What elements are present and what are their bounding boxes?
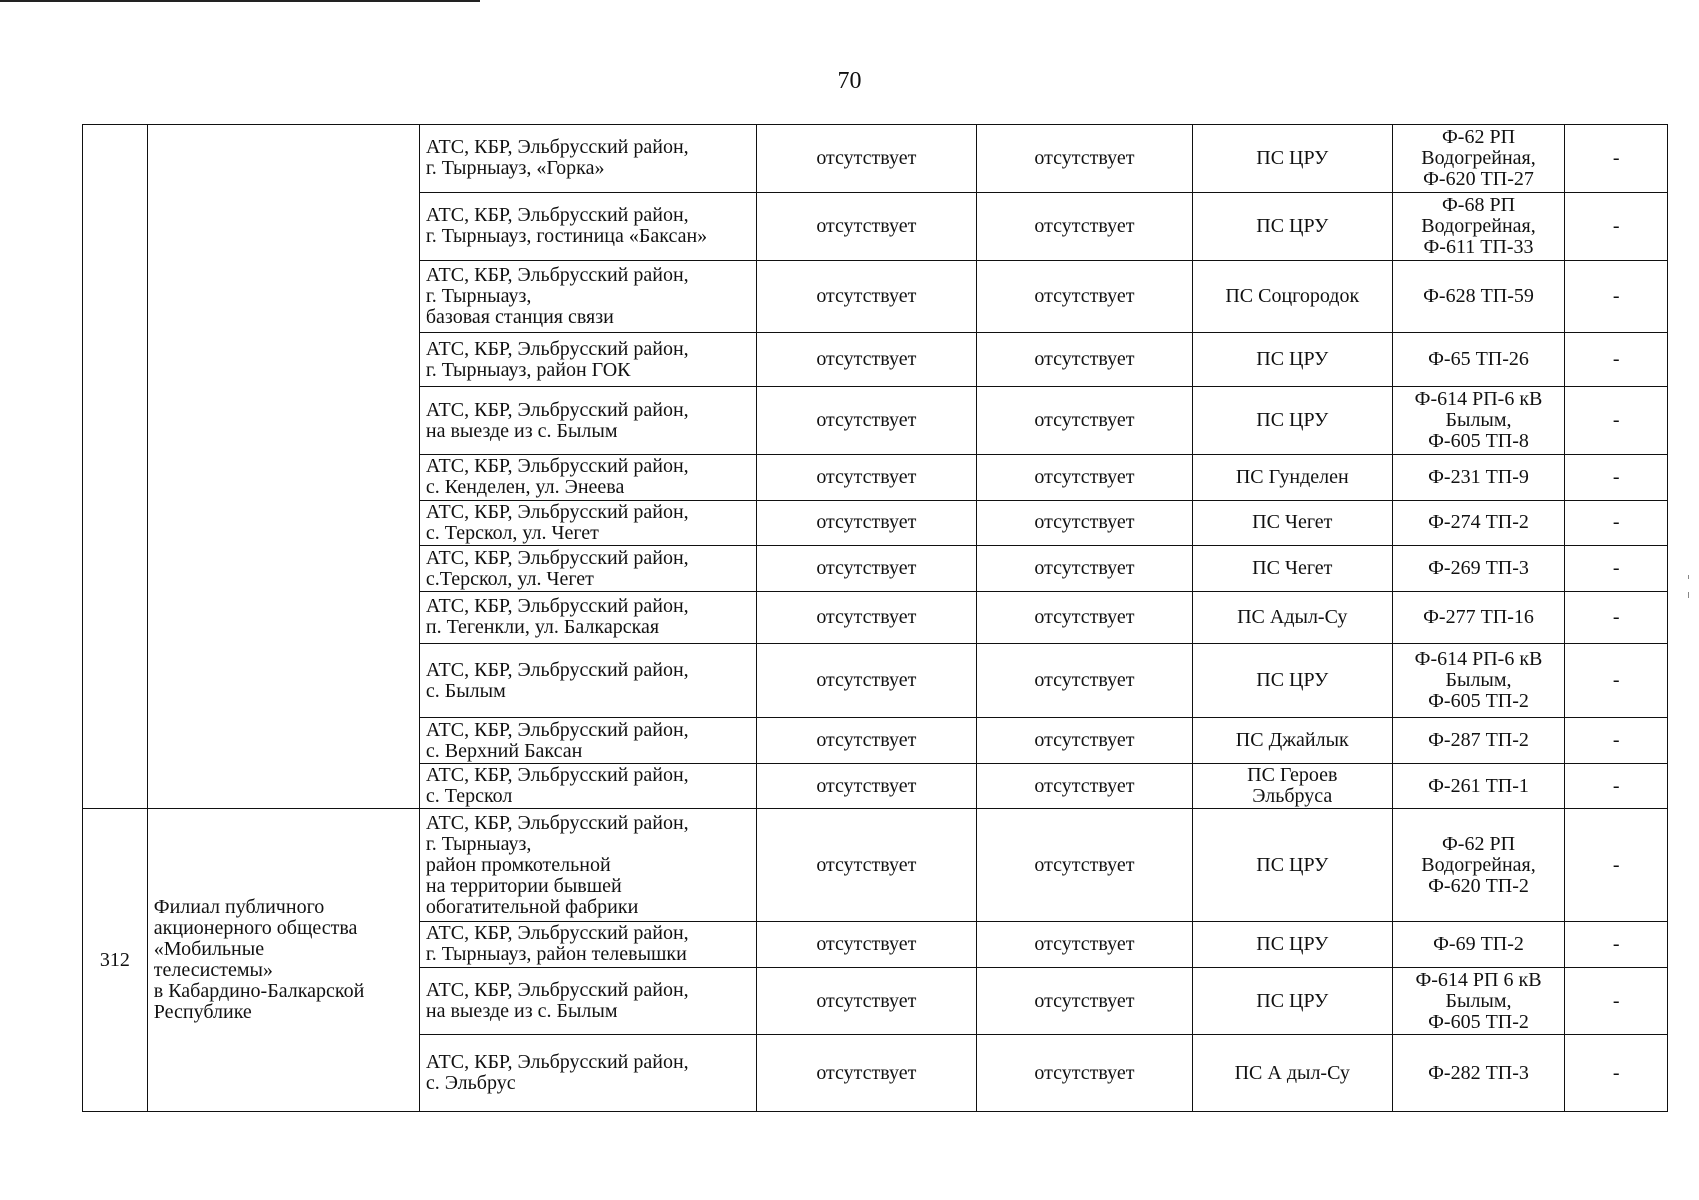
data-table xyxy=(82,124,1668,1112)
status-cell: отсутствует xyxy=(756,809,976,921)
row-number: 312 xyxy=(99,948,130,971)
dash-cell: - xyxy=(1565,643,1668,717)
page-number: 70 xyxy=(837,68,862,94)
cell-text-line: Ф-269 ТП-3 xyxy=(1428,557,1529,580)
cell-text-line: АТС, КБР, Эльбрусский район, xyxy=(425,764,689,787)
status-cell: отсутствует xyxy=(756,591,976,643)
substation-cell xyxy=(1192,1035,1392,1112)
feeder-cell xyxy=(1392,718,1565,764)
substation-cell xyxy=(1192,809,1392,921)
substation-cell xyxy=(1192,192,1392,260)
cell-text-line: Ф-62 РП xyxy=(1442,125,1516,148)
status-cell: отсутствует xyxy=(756,260,976,332)
cell-text-line: Ф-68 РП xyxy=(1442,193,1516,216)
status-cell: отсутствует xyxy=(976,546,1192,592)
substation-cell xyxy=(1192,643,1392,717)
feeder-cell xyxy=(1392,921,1565,967)
row-number-cell xyxy=(83,809,148,1112)
status-cell: отсутствует xyxy=(976,921,1192,967)
address-cell xyxy=(419,643,756,717)
feeder-cell xyxy=(1392,260,1565,332)
cell-text-line: Водогрейная, xyxy=(1421,146,1536,169)
substation-cell xyxy=(1192,967,1392,1035)
cell-text-line: с.Терскол, ул. Чегет xyxy=(425,567,594,590)
cell-text-line: Ф-620 ТП-27 xyxy=(1423,167,1534,190)
feeder-cell xyxy=(1392,763,1565,809)
dash-cell: - xyxy=(1565,455,1668,501)
cell-text-line: с. Терскол, ул. Чегет xyxy=(425,521,599,544)
status-cell: отсутствует xyxy=(756,718,976,764)
margin-mark xyxy=(1688,575,1689,579)
cell-text-line: ПС Чегет xyxy=(1252,511,1333,534)
substation-cell xyxy=(1192,763,1392,809)
cell-text-line: на выезде из с. Былым xyxy=(425,1000,618,1023)
cell-text-line: телесистемы» xyxy=(153,959,273,982)
status-cell: отсутствует xyxy=(756,455,976,501)
status-cell: отсутствует xyxy=(756,1035,976,1112)
status-cell: отсутствует xyxy=(976,763,1192,809)
cell-text-line: г. Тырныауз, xyxy=(425,832,532,855)
cell-text-line: Водогрейная, xyxy=(1421,214,1536,237)
cell-text-line: АТС, КБР, Эльбрусский район, xyxy=(425,811,689,834)
feeder-cell xyxy=(1392,967,1565,1035)
cell-text-line: АТС, КБР, Эльбрусский район, xyxy=(425,398,689,421)
cell-text-line: Ф-69 ТП-2 xyxy=(1433,932,1524,955)
cell-text-line: Ф-62 РП xyxy=(1442,832,1516,855)
cell-text-line: АТС, КБР, Эльбрусский район, xyxy=(425,595,689,618)
dash-cell: - xyxy=(1565,591,1668,643)
status-cell: отсутствует xyxy=(976,333,1192,387)
cell-text-line: обогатительной фабрики xyxy=(425,895,639,918)
cell-text-line: Филиал публичного xyxy=(153,896,325,919)
status-cell: отсутствует xyxy=(756,921,976,967)
status-cell: отсутствует xyxy=(976,1035,1192,1112)
status-cell: отсутствует xyxy=(976,500,1192,546)
cell-text-line: на выезде из с. Былым xyxy=(425,419,618,442)
substation-cell xyxy=(1192,718,1392,764)
substation-cell xyxy=(1192,333,1392,387)
cell-text-line: Ф-614 РП 6 кВ xyxy=(1415,968,1542,991)
cell-text-line: с. Былым xyxy=(425,679,506,702)
margin-mark xyxy=(1688,592,1689,598)
dash-cell: - xyxy=(1565,333,1668,387)
status-cell: отсутствует xyxy=(976,260,1192,332)
status-cell: отсутствует xyxy=(756,500,976,546)
table-row xyxy=(83,125,1668,193)
cell-text-line: ПС Чегет xyxy=(1252,557,1333,580)
cell-text-line: АТС, КБР, Эльбрусский район, xyxy=(425,500,689,523)
feeder-cell xyxy=(1392,125,1565,193)
address-cell xyxy=(419,192,756,260)
cell-text-line: АТС, КБР, Эльбрусский район, xyxy=(425,204,689,227)
substation-cell xyxy=(1192,591,1392,643)
status-cell: отсутствует xyxy=(756,546,976,592)
cell-text-line: с. Эльбрус xyxy=(425,1072,516,1095)
cell-text-line: ПС ЦРУ xyxy=(1256,348,1329,371)
dash-cell: - xyxy=(1565,809,1668,921)
scan-edge-line xyxy=(0,0,480,2)
feeder-cell xyxy=(1392,591,1565,643)
feeder-cell xyxy=(1392,387,1565,455)
feeder-cell xyxy=(1392,1035,1565,1112)
dash-cell: - xyxy=(1565,1035,1668,1112)
dash-cell: - xyxy=(1565,260,1668,332)
cell-text-line: ПС ЦРУ xyxy=(1256,669,1329,692)
cell-text-line: Ф-605 ТП-2 xyxy=(1428,1010,1529,1033)
table-body xyxy=(83,125,1668,1112)
substation-cell xyxy=(1192,921,1392,967)
address-cell xyxy=(419,921,756,967)
cell-text-line: Ф-282 ТП-3 xyxy=(1428,1061,1529,1084)
address-cell xyxy=(419,809,756,921)
status-cell: отсутствует xyxy=(756,387,976,455)
dash-cell: - xyxy=(1565,125,1668,193)
substation-cell xyxy=(1192,455,1392,501)
cell-text-line: Былым, xyxy=(1445,409,1512,432)
cell-text-line: АТС, КБР, Эльбрусский район, xyxy=(425,1051,689,1074)
address-cell xyxy=(419,546,756,592)
cell-text-line: Ф-274 ТП-2 xyxy=(1428,511,1529,534)
feeder-cell xyxy=(1392,455,1565,501)
cell-text-line: Эльбруса xyxy=(1252,785,1333,808)
feeder-cell xyxy=(1392,333,1565,387)
substation-cell xyxy=(1192,500,1392,546)
cell-text-line: Ф-277 ТП-16 xyxy=(1423,605,1534,628)
cell-text-line: ПС Гунделен xyxy=(1235,465,1349,488)
address-cell xyxy=(419,500,756,546)
feeder-cell xyxy=(1392,192,1565,260)
feeder-cell xyxy=(1392,500,1565,546)
cell-text-line: ПС ЦРУ xyxy=(1256,989,1329,1012)
feeder-cell xyxy=(1392,643,1565,717)
cell-text-line: г. Тырныауз, район телевышки xyxy=(425,943,687,966)
cell-text-line: ПС А дыл-Су xyxy=(1234,1061,1350,1084)
dash-cell: - xyxy=(1565,967,1668,1035)
status-cell: отсутствует xyxy=(976,591,1192,643)
cell-text-line: Ф-231 ТП-9 xyxy=(1428,465,1529,488)
address-cell xyxy=(419,1035,756,1112)
status-cell: отсутствует xyxy=(976,643,1192,717)
dash-cell: - xyxy=(1565,718,1668,764)
status-cell: отсутствует xyxy=(976,125,1192,193)
cell-text-line: «Мобильные xyxy=(153,938,265,961)
status-cell: отсутствует xyxy=(756,967,976,1035)
organization-cell xyxy=(147,125,419,809)
cell-text-line: ПС ЦРУ xyxy=(1256,146,1329,169)
cell-text-line: АТС, КБР, Эльбрусский район, xyxy=(425,136,689,159)
status-cell: отсутствует xyxy=(756,192,976,260)
cell-text-line: АТС, КБР, Эльбрусский район, xyxy=(425,546,689,569)
cell-text-line: Ф-614 РП-6 кВ xyxy=(1414,648,1543,671)
cell-text-line: ПС ЦРУ xyxy=(1256,409,1329,432)
cell-text-line: Ф-605 ТП-2 xyxy=(1428,690,1529,713)
address-cell xyxy=(419,125,756,193)
cell-text-line: АТС, КБР, Эльбрусский район, xyxy=(425,922,689,945)
cell-text-line: АТС, КБР, Эльбрусский район, xyxy=(425,337,689,360)
status-cell: отсутствует xyxy=(976,455,1192,501)
cell-text-line: Ф-287 ТП-2 xyxy=(1428,729,1529,752)
status-cell: отсутствует xyxy=(976,809,1192,921)
cell-text-line: ПС Соцгородок xyxy=(1225,284,1360,307)
row-number-cell xyxy=(83,125,148,809)
status-cell: отсутствует xyxy=(756,763,976,809)
cell-text-line: с. Верхний Баксан xyxy=(425,739,583,762)
cell-text-line: г. Тырныауз, район ГОК xyxy=(425,358,631,381)
cell-text-line: ПС ЦРУ xyxy=(1256,214,1329,237)
cell-text-line: Республике xyxy=(153,1001,252,1024)
cell-text-line: с. Терскол xyxy=(425,785,513,808)
cell-text-line: г. Тырныауз, «Горка» xyxy=(425,157,605,180)
dash-cell: - xyxy=(1565,921,1668,967)
dash-cell: - xyxy=(1565,387,1668,455)
cell-text-line: г. Тырныауз, гостиница «Баксан» xyxy=(425,225,708,248)
cell-text-line: район промкотельной xyxy=(425,853,611,876)
feeder-cell xyxy=(1392,546,1565,592)
cell-text-line: в Кабардино-Балкарской xyxy=(153,980,365,1003)
dash-cell: - xyxy=(1565,500,1668,546)
cell-text-line: АТС, КБР, Эльбрусский район, xyxy=(425,979,689,1002)
cell-text-line: Ф-605 ТП-8 xyxy=(1428,430,1529,453)
status-cell: отсутствует xyxy=(756,333,976,387)
status-cell: отсутствует xyxy=(976,967,1192,1035)
cell-text-line: АТС, КБР, Эльбрусский район, xyxy=(425,455,689,478)
feeder-cell xyxy=(1392,809,1565,921)
cell-text-line: Ф-628 ТП-59 xyxy=(1423,284,1534,307)
cell-text-line: ПС Адыл-Су xyxy=(1237,605,1348,628)
status-cell: отсутствует xyxy=(976,387,1192,455)
table-row xyxy=(83,809,1668,921)
address-cell xyxy=(419,967,756,1035)
cell-text-line: АТС, КБР, Эльбрусский район, xyxy=(425,718,689,741)
cell-text-line: ПС ЦРУ xyxy=(1256,932,1329,955)
address-cell xyxy=(419,387,756,455)
cell-text-line: г. Тырныауз, xyxy=(425,284,532,307)
cell-text-line: Ф-611 ТП-33 xyxy=(1423,235,1534,258)
dash-cell: - xyxy=(1565,546,1668,592)
cell-text-line: Ф-620 ТП-2 xyxy=(1428,874,1529,897)
address-cell xyxy=(419,260,756,332)
address-cell xyxy=(419,718,756,764)
address-cell xyxy=(419,763,756,809)
status-cell: отсутствует xyxy=(976,718,1192,764)
cell-text-line: Водогрейная, xyxy=(1421,853,1536,876)
cell-text-line: базовая станция связи xyxy=(425,305,614,328)
cell-text-line: АТС, КБР, Эльбрусский район, xyxy=(425,263,689,286)
substation-cell xyxy=(1192,125,1392,193)
status-cell: отсутствует xyxy=(976,192,1192,260)
cell-text-line: с. Кенделен, ул. Энеева xyxy=(425,476,625,499)
dash-cell: - xyxy=(1565,192,1668,260)
cell-text-line: Ф-614 РП-6 кВ xyxy=(1414,388,1543,411)
address-cell xyxy=(419,591,756,643)
cell-text-line: ПС Джайлык xyxy=(1235,729,1349,752)
status-cell: отсутствует xyxy=(756,125,976,193)
cell-text-line: Ф-65 ТП-26 xyxy=(1428,348,1529,371)
cell-text-line: АТС, КБР, Эльбрусский район, xyxy=(425,658,689,681)
cell-text-line: Ф-261 ТП-1 xyxy=(1428,774,1529,797)
cell-text-line: на территории бывшей xyxy=(425,874,622,897)
substation-cell xyxy=(1192,260,1392,332)
dash-cell: - xyxy=(1565,763,1668,809)
address-cell xyxy=(419,333,756,387)
substation-cell xyxy=(1192,387,1392,455)
cell-text-line: Былым, xyxy=(1445,669,1512,692)
cell-text-line: ПС Героев xyxy=(1247,764,1338,787)
substation-cell xyxy=(1192,546,1392,592)
cell-text-line: ПС ЦРУ xyxy=(1256,853,1329,876)
address-cell xyxy=(419,455,756,501)
cell-text-line: акционерного общества xyxy=(153,917,358,940)
cell-text-line: п. Тегенкли, ул. Балкарская xyxy=(425,616,660,639)
status-cell: отсутствует xyxy=(756,643,976,717)
cell-text-line: Былым, xyxy=(1445,989,1512,1012)
organization-cell xyxy=(147,809,419,1112)
